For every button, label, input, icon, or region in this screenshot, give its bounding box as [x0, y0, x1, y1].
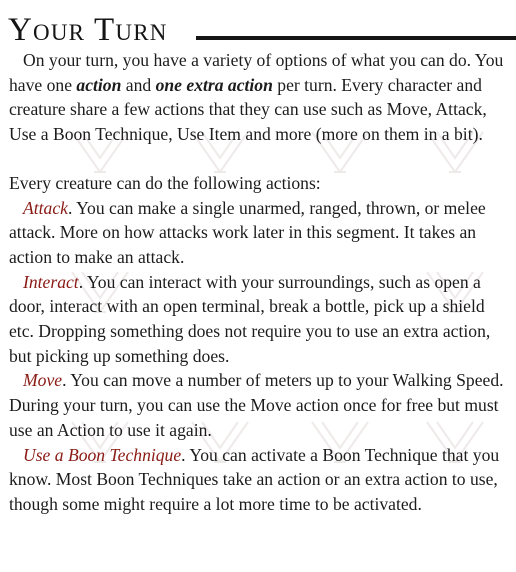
section-header	[8, 10, 514, 52]
intro-emphasis-action: action	[76, 74, 122, 95]
intro-paragraph	[9, 48, 509, 147]
action-item-use-boon-technique	[9, 443, 509, 517]
list-heading: Every creature can do the following actions:	[9, 172, 321, 193]
intro-emphasis-extra-action: one extra action	[155, 74, 273, 95]
document-body	[9, 48, 509, 517]
intro-text-1: On your turn, you have a variety of options of what you can do. You have one	[9, 50, 504, 95]
action-name-move: Move	[23, 370, 63, 391]
action-name-attack: Attack	[23, 197, 68, 218]
action-name-interact: Interact	[23, 271, 79, 292]
action-description-move: . You can move a number of meters up to your Walking Speed. During your turn, you can use the Move action once for free but must use an Action to use it again.	[9, 370, 504, 440]
action-name-use-boon-technique: Use a Boon Technique	[23, 444, 182, 465]
action-description-interact: . You can interact with your surroundings, such as open a door, interact with an open terminal, break a bottle, pick up a shield etc. Dropping something does not require you to use an extra action, but picking up something does.	[9, 271, 491, 366]
intro-text-3: per turn. Every character and creature share a few actions that they can use such as Move, Attack, Use a Boon Technique, Use Item and more (more on them in a bit).	[9, 74, 487, 145]
page-title: Your Turn	[8, 12, 168, 48]
action-item-move	[9, 368, 509, 442]
action-item-interact	[9, 270, 509, 369]
title-rule	[196, 36, 516, 40]
action-description-use-boon-technique: . You can activate a Boon Technique that you know. Most Boon Techniques take an action or an extra action to use, though some might require a lot more time to be activated.	[9, 444, 500, 514]
paragraph-gap	[9, 147, 509, 171]
intro-text-2: and	[121, 74, 156, 95]
action-description-attack: . You can make a single unarmed, ranged, thrown, or melee attack. More on how attacks work later in this segment. It takes an action to make an attack.	[9, 197, 486, 267]
action-item-attack	[9, 196, 509, 270]
